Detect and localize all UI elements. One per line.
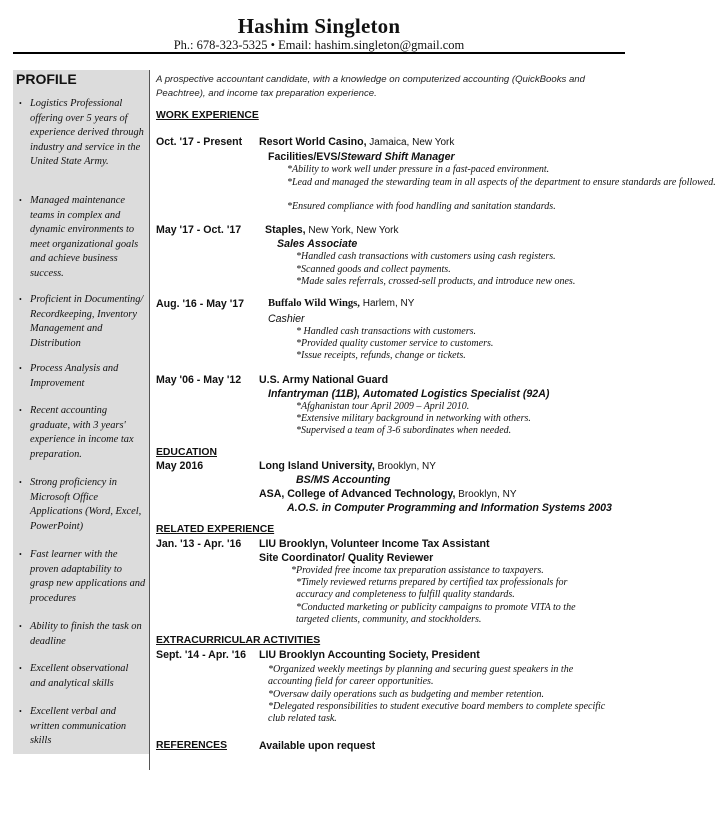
bullet-icon: • bbox=[19, 478, 22, 487]
related-experience-heading: RELATED EXPERIENCE bbox=[156, 524, 275, 535]
profile-item: • Ability to finish the task on deadline bbox=[19, 621, 142, 647]
education-date: May 2016 bbox=[156, 460, 204, 472]
job-bullet: *Scanned goods and collect payments. bbox=[296, 264, 451, 275]
related-dates: Jan. '13 - Apr. '16 bbox=[156, 538, 242, 550]
job-title: Sales Associate bbox=[277, 238, 358, 250]
profile-sidebar bbox=[13, 70, 149, 754]
bullet-icon: • bbox=[19, 99, 22, 108]
job-bullet: *Provided quality customer service to customers. bbox=[296, 338, 494, 349]
bullet-icon: • bbox=[19, 707, 22, 716]
related-bullet: *Conducted marketing or publicity campaigns to promote VITA to the targeted clients, community, and stockholders. bbox=[296, 602, 576, 626]
job-bullet: *Afghanistan tour April 2009 – April 2010. bbox=[296, 401, 470, 412]
bullet-icon: • bbox=[19, 364, 22, 373]
job-title: Facilities/EVS/Steward Shift Manager bbox=[268, 151, 455, 163]
intro-summary: A prospective accountant candidate, with a knowledge on computerized accounting (QuickBooks and Peachtree), and income tax preparation experience. bbox=[156, 74, 585, 99]
contact-line: Ph.: 678-323-5325 • Email: hashim.singleton@gmail.com bbox=[173, 38, 465, 52]
job-bullet: *Made sales referrals, crossed-sell products, and introduce new ones. bbox=[296, 276, 576, 287]
job-bullet: *Extensive military background in networking with others. bbox=[296, 413, 531, 424]
education-heading: EDUCATION bbox=[156, 447, 217, 458]
references-text: Available upon request bbox=[259, 740, 376, 752]
profile-item: • Logistics Professional offering over 5 years of experience derived through industry and service in the United State Army. bbox=[19, 98, 144, 168]
bullet-icon: • bbox=[19, 664, 22, 673]
profile-item: • Fast learner with the proven adaptability to grasp new applications and procedures bbox=[19, 549, 146, 604]
school-name: Long Island University, Brooklyn, NY bbox=[259, 460, 436, 472]
degree: BS/MS Accounting bbox=[296, 474, 391, 486]
extracurricular-heading: EXTRACURRICULAR ACTIVITIES bbox=[156, 635, 321, 646]
profile-item: • Recent accounting graduate, with 3 years' experience in income tax preparation. bbox=[19, 405, 134, 460]
job-dates: Aug. '16 - May '17 bbox=[156, 298, 245, 310]
bullet-icon: • bbox=[19, 406, 22, 415]
job-bullet: * Handled cash transactions with customers. bbox=[296, 326, 476, 337]
job-dates: Oct. '17 - Present bbox=[156, 136, 243, 148]
header-rule bbox=[13, 52, 625, 54]
references-heading: REFERENCES bbox=[156, 740, 228, 751]
job-bullet: *Supervised a team of 3-6 subordinates when needed. bbox=[296, 425, 512, 436]
related-bullet: *Provided free income tax preparation assistance to taxpayers. bbox=[291, 565, 544, 576]
job-bullet: *Ensured compliance with food handling and sanitation standards. bbox=[287, 201, 556, 212]
job-title: Cashier bbox=[268, 313, 305, 325]
job-employer: Resort World Casino, Jamaica, New York bbox=[259, 136, 455, 148]
extra-bullet: *Organized weekly meetings by planning and securing guest speakers in the accounting field for career opportunities. bbox=[268, 664, 574, 688]
related-organization: LIU Brooklyn, Volunteer Income Tax Assistant bbox=[259, 538, 490, 550]
resume-name: Hashim Singleton bbox=[237, 14, 401, 38]
profile-item: • Proficient in Documenting/ Recordkeeping, Inventory Management and Distribution bbox=[19, 294, 144, 349]
extra-bullet: *Oversaw daily operations such as budgeting and member retention. bbox=[268, 689, 544, 700]
work-experience-heading: WORK EXPERIENCE bbox=[156, 110, 259, 121]
job-bullet: *Handled cash transactions with customers using cash registers. bbox=[296, 251, 556, 262]
job-dates: May '06 - May '12 bbox=[156, 374, 242, 386]
related-bullet: *Timely reviewed returns prepared by certified tax professionals for accuracy and completeness to fulfill quality standards. bbox=[296, 577, 568, 601]
school-name: ASA, College of Advanced Technology, Brooklyn, NY bbox=[259, 488, 517, 500]
job-bullet: *Ability to work well under pressure in a fast-paced environment. bbox=[287, 164, 550, 175]
degree: A.O.S. in Computer Programming and Information Systems 2003 bbox=[287, 502, 612, 514]
job-bullet: *Issue receipts, refunds, change or tickets. bbox=[296, 350, 466, 361]
bullet-icon: • bbox=[19, 550, 22, 559]
bullet-icon: • bbox=[19, 622, 22, 631]
profile-item: • Excellent observational and analytical skills bbox=[19, 663, 129, 689]
job-bullet: *Lead and managed the stewarding team in all aspects of the department to ensure standards are followed. bbox=[287, 177, 716, 188]
job-employer: Staples, New York, New York bbox=[265, 224, 399, 236]
profile-item: • Strong proficiency in Microsoft Office Applications (Word, Excel, PowerPoint) bbox=[19, 477, 142, 532]
extra-dates: Sept. '14 - Apr. '16 bbox=[156, 649, 247, 661]
extra-bullet: *Delegated responsibilities to student executive board members to complete specific club related task. bbox=[268, 701, 606, 725]
job-dates: May '17 - Oct. '17 bbox=[156, 224, 242, 236]
column-divider bbox=[149, 70, 150, 770]
profile-item: • Excellent verbal and written communication skills bbox=[19, 706, 127, 747]
profile-heading: PROFILE bbox=[16, 71, 77, 87]
job-employer: U.S. Army National Guard bbox=[259, 374, 389, 386]
job-title: Infantryman (11B), Automated Logistics Specialist (92A) bbox=[268, 388, 550, 400]
bullet-icon: • bbox=[19, 196, 22, 205]
job-employer: Buffalo Wild Wings, Harlem, NY bbox=[268, 298, 415, 309]
extra-organization: LIU Brooklyn Accounting Society, President bbox=[259, 649, 480, 661]
profile-item: • Process Analysis and Improvement bbox=[19, 363, 119, 389]
related-role: Site Coordinator/ Quality Reviewer bbox=[259, 552, 434, 564]
profile-item: • Managed maintenance teams in complex and dynamic environments to meet organizational goals and achieve business success. bbox=[19, 195, 139, 279]
bullet-icon: • bbox=[19, 295, 22, 304]
